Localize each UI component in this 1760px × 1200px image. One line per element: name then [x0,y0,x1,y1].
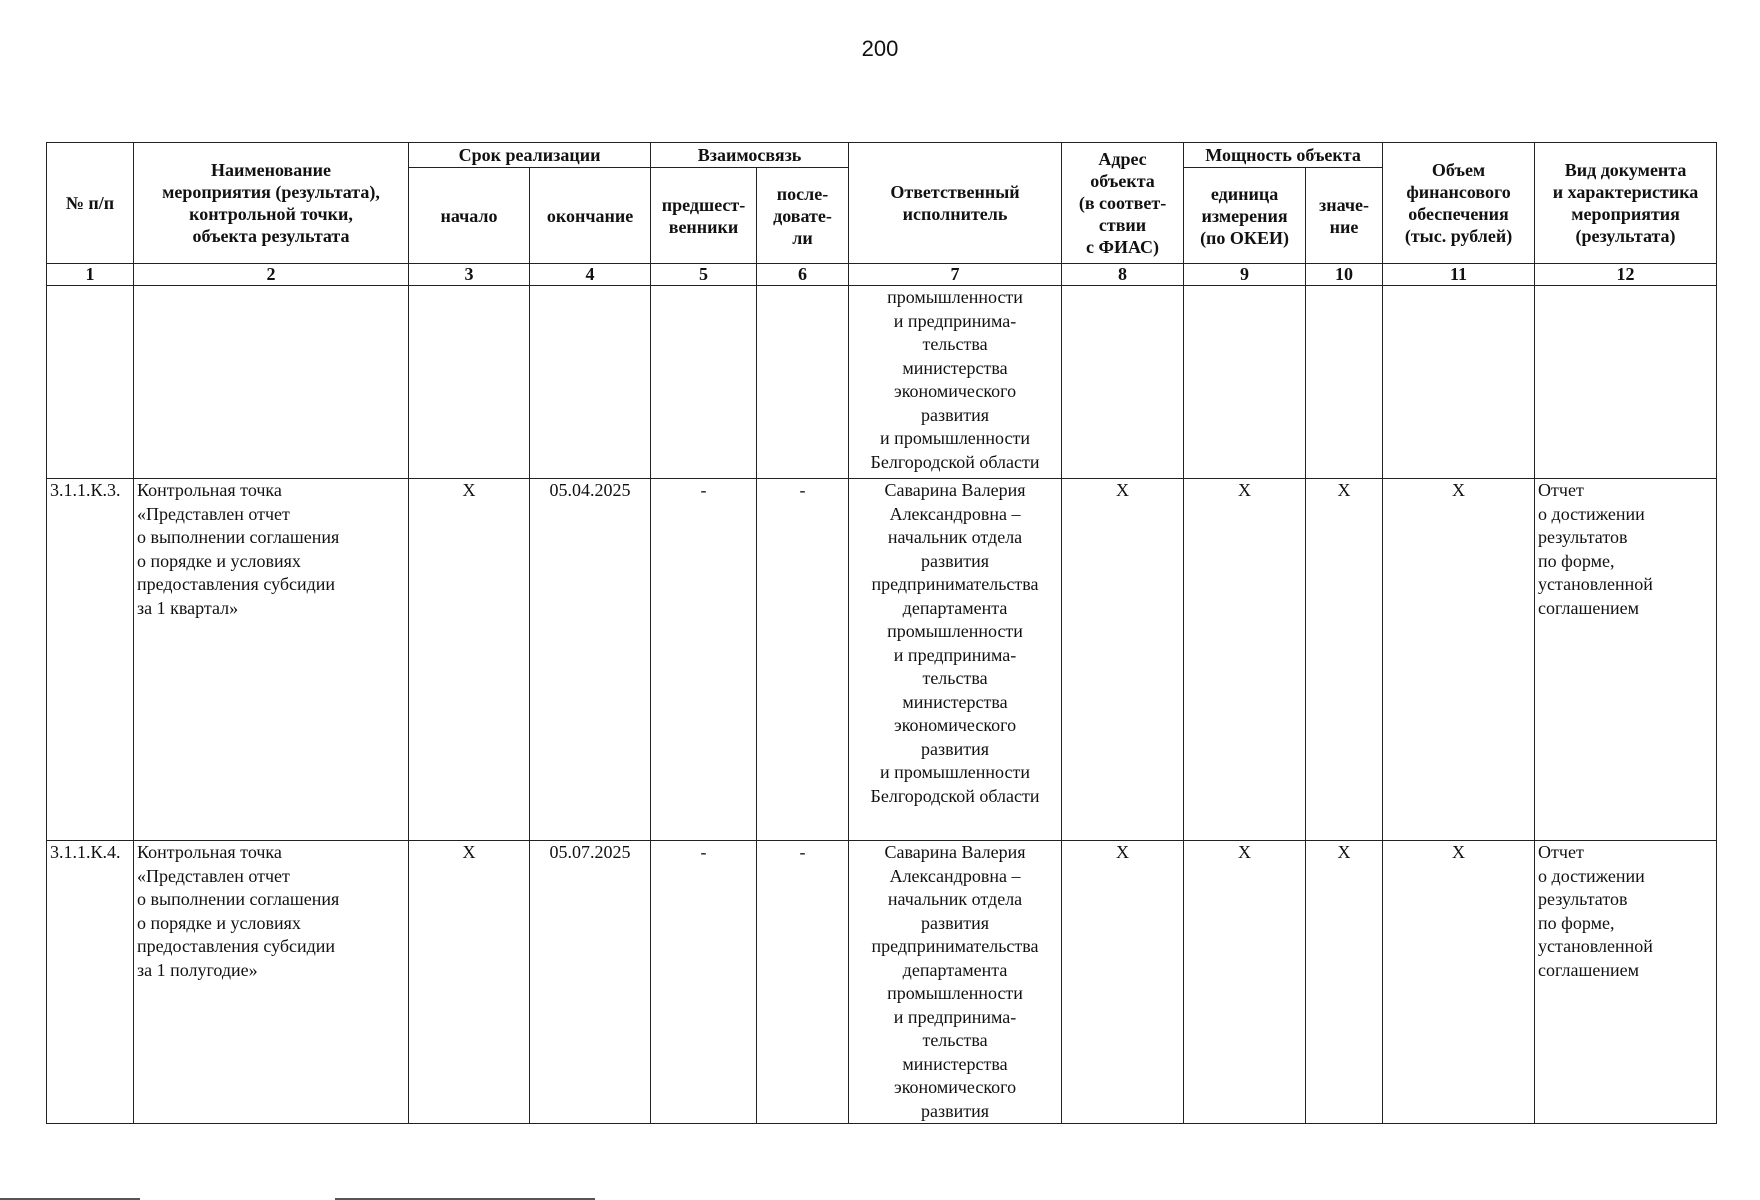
column-number-row [47,264,1717,286]
header-doc: Вид документа и характеристика мероприятия (результата) [1535,143,1717,264]
column-number: 1 [47,264,134,286]
cell-empty [1383,286,1535,479]
column-number: 8 [1062,264,1184,286]
cell-unit: X [1184,841,1306,1124]
page-number: 200 [861,36,899,61]
cell-end: 05.04.2025 [530,479,651,841]
column-number: 11 [1383,264,1535,286]
cell-start: X [409,841,530,1124]
column-number: 6 [757,264,849,286]
header-capacity-value: значе- ние [1306,168,1383,264]
column-number: 3 [409,264,530,286]
header-term: Срок реализации [409,143,651,168]
cell-empty [47,286,134,479]
header-address: Адрес объекта (в соответ- ствии с ФИАС) [1062,143,1184,264]
table-row-continuation [47,286,1717,479]
cell-empty [134,286,409,479]
header-relation-prev: предшест- венники [651,168,757,264]
cell-value: X [1306,479,1383,841]
header-responsible: Ответственный исполнитель [849,143,1062,264]
cell-next: - [757,479,849,841]
cell-finance: X [1383,479,1535,841]
cell-doc: Отчет о достижении результатов по форме, установленной соглашением [1535,479,1717,841]
column-number: 4 [530,264,651,286]
cell-empty [409,286,530,479]
cell-address: X [1062,479,1184,841]
column-number: 2 [134,264,409,286]
cell-prev: - [651,841,757,1124]
header-term-end: окончание [530,168,651,264]
cell-empty [651,286,757,479]
cell-responsible: промышленности и предпринима- тельства министерства экономического развития и промышленности Белгородской области [849,286,1062,479]
cell-code: 3.1.1.К.4. [47,841,134,1124]
table-row [47,841,1717,1124]
cell-name: Контрольная точка «Представлен отчет о выполнении соглашения о порядке и условиях предоставления субсидии за 1 квартал» [134,479,409,841]
header-num: № п/п [47,143,134,264]
cell-empty [1535,286,1717,479]
cell-empty [530,286,651,479]
cell-responsible: Саварина Валерия Александровна – начальник отдела развития предпринимательства департамента промышленности и предпринима- тельства министерства экономического развития и промышленности Белгородской области [849,479,1062,841]
cell-empty [757,286,849,479]
column-number: 12 [1535,264,1717,286]
cell-responsible: Саварина Валерия Александровна – начальник отдела развития предпринимательства департамента промышленности и предпринима- тельства министерства экономического развития [849,841,1062,1124]
column-number: 10 [1306,264,1383,286]
column-number: 5 [651,264,757,286]
header-term-start: начало [409,168,530,264]
plan-table [46,142,1717,1124]
cell-name: Контрольная точка «Представлен отчет о выполнении соглашения о порядке и условиях предоставления субсидии за 1 полугодие» [134,841,409,1124]
cell-finance: X [1383,841,1535,1124]
cell-doc: Отчет о достижении результатов по форме, установленной соглашением [1535,841,1717,1124]
header-finance: Объем финансового обеспечения (тыс. рублей) [1383,143,1535,264]
cell-address: X [1062,841,1184,1124]
cell-code: 3.1.1.К.3. [47,479,134,841]
cell-unit: X [1184,479,1306,841]
header-row-1 [47,143,1717,168]
column-number: 7 [849,264,1062,286]
cell-empty [1062,286,1184,479]
header-name: Наименование мероприятия (результата), контрольной точки, объекта результата [134,143,409,264]
cell-empty [1306,286,1383,479]
cell-end: 05.07.2025 [530,841,651,1124]
cell-value: X [1306,841,1383,1124]
header-relation-next: после- довате- ли [757,168,849,264]
cell-empty [1184,286,1306,479]
header-capacity-unit: единица измерения (по ОКЕИ) [1184,168,1306,264]
table-row [47,479,1717,841]
cell-prev: - [651,479,757,841]
column-number: 9 [1184,264,1306,286]
cell-start: X [409,479,530,841]
header-capacity: Мощность объекта [1184,143,1383,168]
cell-next: - [757,841,849,1124]
header-relation: Взаимосвязь [651,143,849,168]
